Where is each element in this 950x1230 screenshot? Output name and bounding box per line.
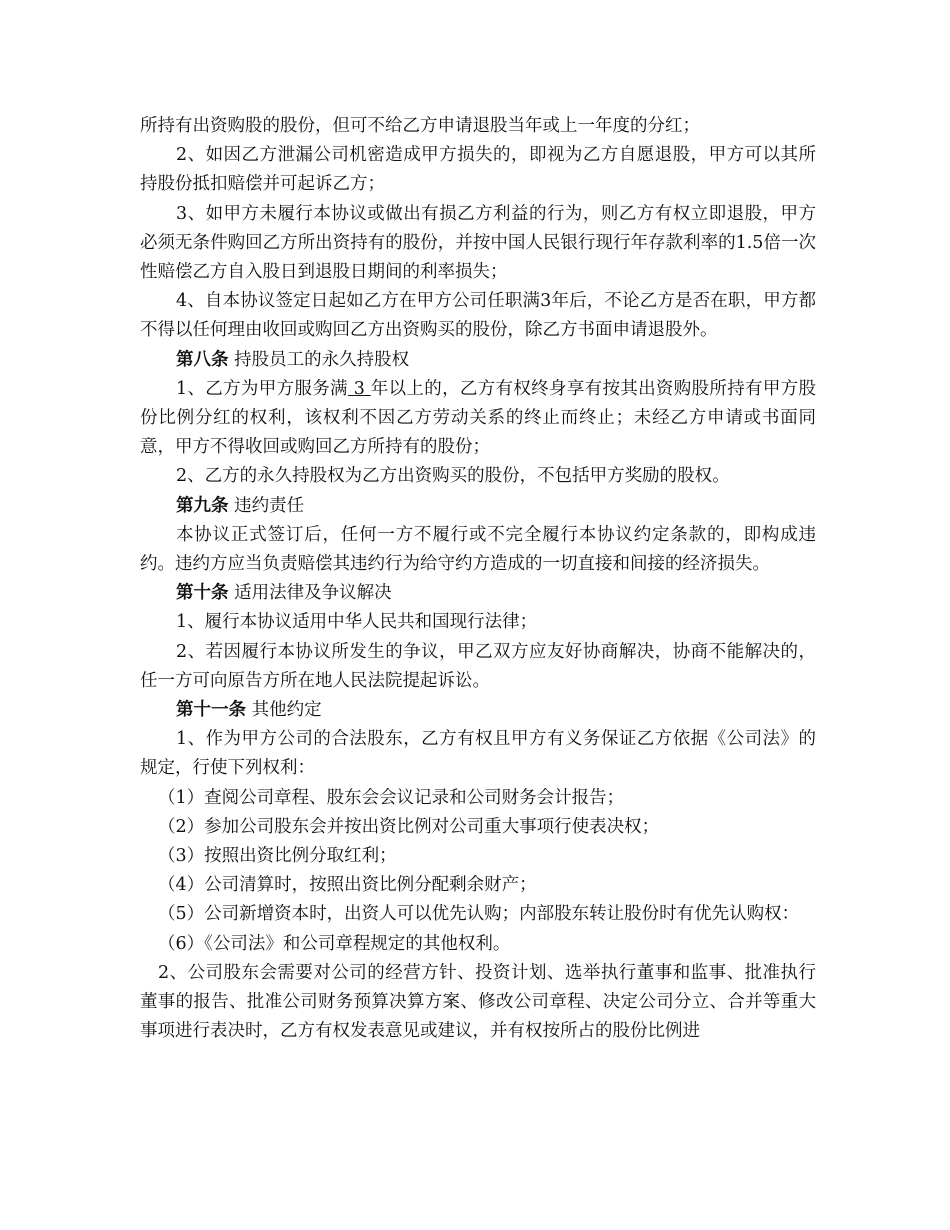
article-11-paragraph-1: 1、作为甲方公司的合法股东，乙方有权且甲方有义务保证乙方依据《公司法》的规定，行使下列权利：	[140, 729, 816, 779]
article-10-title: 适用法律及争议解决	[234, 583, 392, 604]
list-item-1: （1）查阅公司章程、股东会会议记录和公司财务会计报告；	[158, 787, 625, 808]
article-9-number: 第九条	[176, 495, 229, 516]
article-8-p1-pre: 1、乙方为甲方服务满	[176, 378, 348, 399]
article-10-heading	[140, 579, 816, 608]
article-9-paragraph-1: 本协议正式签订后，任何一方不履行或不完全履行本协议约定条款的，即构成违约。违约方应当负责赔偿其违约行为给守约方造成的一切直接和间接的经济损失。	[140, 524, 816, 575]
article-9-heading	[140, 492, 816, 521]
article-8-years: 3	[353, 378, 365, 399]
article-10-paragraph-1: 1、履行本协议适用中华人民共和国现行法律；	[176, 612, 538, 633]
article-11-paragraph-2: 2、公司股东会需要对公司的经营方针、投资计划、选举执行董事和监事、批准执行董事的报告、批准公司财务预算决算方案、修改公司章程、决定公司分立、合并等重大事项进行表决时，乙方有权发表意见或建议，并有权按所占的股份比例进	[140, 962, 816, 1042]
list-item-6: （6）《公司法》和公司章程规定的其他权利。	[158, 933, 511, 954]
article-8-heading	[140, 346, 816, 375]
article-10-paragraph-2: 2、若因履行本协议所发生的争议，甲乙双方应友好协商解决，协商不能解决的，任一方可向原告方所在地人民法院提起诉讼。	[140, 641, 816, 691]
article-8-p1-post: 年以上的，乙方有权终身享有按其出资购股所持有甲方股份比例分红的权利，该权利不因乙方劳动关系的终止而终止；未经乙方申请或书面同意，甲方不得收回或购回乙方所持有的股份；	[140, 378, 816, 458]
article-9-title: 违约责任	[234, 495, 305, 516]
document-page	[140, 112, 816, 1047]
article-10-number: 第十条	[176, 583, 229, 604]
article-11-heading	[140, 696, 816, 725]
article-8-number: 第八条	[176, 349, 229, 370]
list-item-3: （3）按照出资比例分取红利；	[158, 846, 397, 867]
list-item-2: （2）参加公司股东会并按出资比例对公司重大事项行使表决权；	[158, 816, 660, 837]
article-11-number: 第十一条	[176, 700, 246, 721]
paragraph-clause-3: 3、如甲方未履行本协议或做出有损乙方利益的行为，则乙方有权立即退股，甲方必须无条件购回乙方所出资持有的股份，并按中国人民银行现行年存款利率的1.5倍一次性赔偿乙方自入股日到退股日期间的利率损失；	[140, 203, 816, 283]
list-item-4: （4）公司清算时，按照出资比例分配剩余财产；	[158, 875, 537, 896]
article-11-title: 其他约定	[251, 700, 322, 721]
paragraph-continuation: 所持有出资购股的股份，但可不给乙方申请退股当年或上一年度的分红；	[140, 116, 700, 136]
article-8-paragraph-2: 2、乙方的永久持股权为乙方出资购买的股份，不包括甲方奖励的股权。	[176, 466, 730, 487]
article-8-title: 持股员工的永久持股权	[234, 349, 410, 370]
list-item-5: （5）公司新增资本时，出资人可以优先认购；内部股东转让股份时有优先认购权：	[158, 904, 800, 925]
paragraph-clause-2: 2、如因乙方泄漏公司机密造成甲方损失的，即视为乙方自愿退股，甲方可以其所持股份抵扣赔偿并可起诉乙方；	[140, 145, 816, 195]
article-8-paragraph-1	[140, 375, 816, 463]
paragraph-clause-4: 4、自本协议签定日起如乙方在甲方公司任职满3年后，不论乙方是否在职，甲方都不得以任何理由收回或购回乙方出资购买的股份，除乙方书面申请退股外。	[140, 291, 816, 341]
